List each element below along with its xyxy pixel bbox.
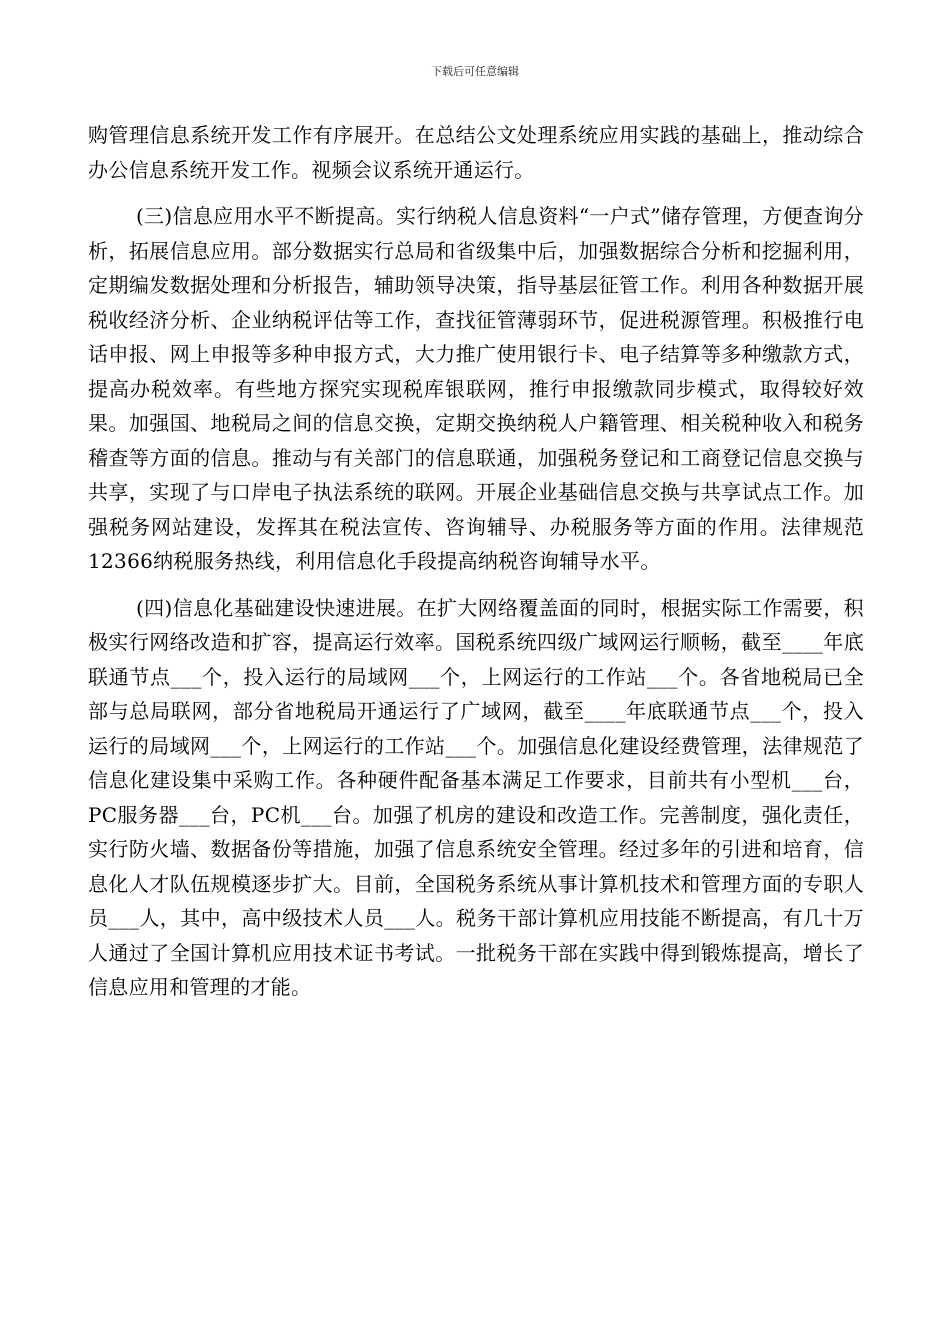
paragraph-section-3: (三)信息应用水平不断提高。实行纳税人信息资料“一户式”储存管理，方便查询分析，拓展信息应用。部分数据实行总局和省级集中后，加强数据综合分析和挖掘利用，定期编发数据处理和分析报告，辅助领导决策，指导基层征管工作。利用各种数据开展税收经济分析、企业纳税评估等工作，查找征管薄弱环节，促进税源管理。积极推行电话申报、网上申报等多种申报方式，大力推广使用银行卡、电子结算等多种缴款方式，提高办税效率。有些地方探究实现税库银联网，推行申报缴款同步模式，取得较好效果。加强国、地税局之间的信息交换，定期交换纳税人户籍管理、相关税种收入和税务稽查等方面的信息。推动与有关部门的信息联通，加强税务登记和工商登记信息交换与共享，实现了与口岸电子执法系统的联网。开展企业基础信息交换与共享试点工作。加强税务网站建设，发挥其在税法宣传、咨询辅导、办税服务等方面的作用。法律规范12366纳税服务热线，利用信息化手段提高纳税咨询辅导水平。 [88, 204, 864, 573]
page-header: 下载后可任意编辑 [431, 65, 519, 78]
paragraph-continuation: 购管理信息系统开发工作有序展开。在总结公文处理系统应用实践的基础上，推动综合办公信息系统开发工作。视频会议系统开通运行。 [88, 123, 864, 182]
paragraph-section-4: (四)信息化基础建设快速进展。在扩大网络覆盖面的同时，根据实际工作需要，积极实行网络改造和扩容，提高运行效率。国税系统四级广域网运行顺畅，截至____年底联通节点___个，投入运行的局域网___个，上网运行的工作站___个。各省地税局已全部与总局联网，部分省地税局开通运行了广域网，截至____年底联通节点___个，投入运行的局域网___个，上网运行的工作站___个。加强信息化建设经费管理，法律规范了信息化建设集中采购工作。各种硬件配备基本满足工作要求，目前共有小型机___台，PC服务器___台，PC机___台。加强了机房的建设和改造工作。完善制度，强化责任，实行防火墙、数据备份等措施，加强了信息系统安全管理。经过多年的引进和培育，信息化人才队伍规模逐步扩大。目前，全国税务系统从事计算机技术和管理方面的专职人员___人，其中，高中级技术人员___人。税务干部计算机应用技能不断提高，有几十万人通过了全国计算机应用技术证书考试。一批税务干部在实践中得到锻炼提高，增长了信息应用和管理的才能。 [88, 595, 864, 999]
document-body [88, 118, 864, 1005]
